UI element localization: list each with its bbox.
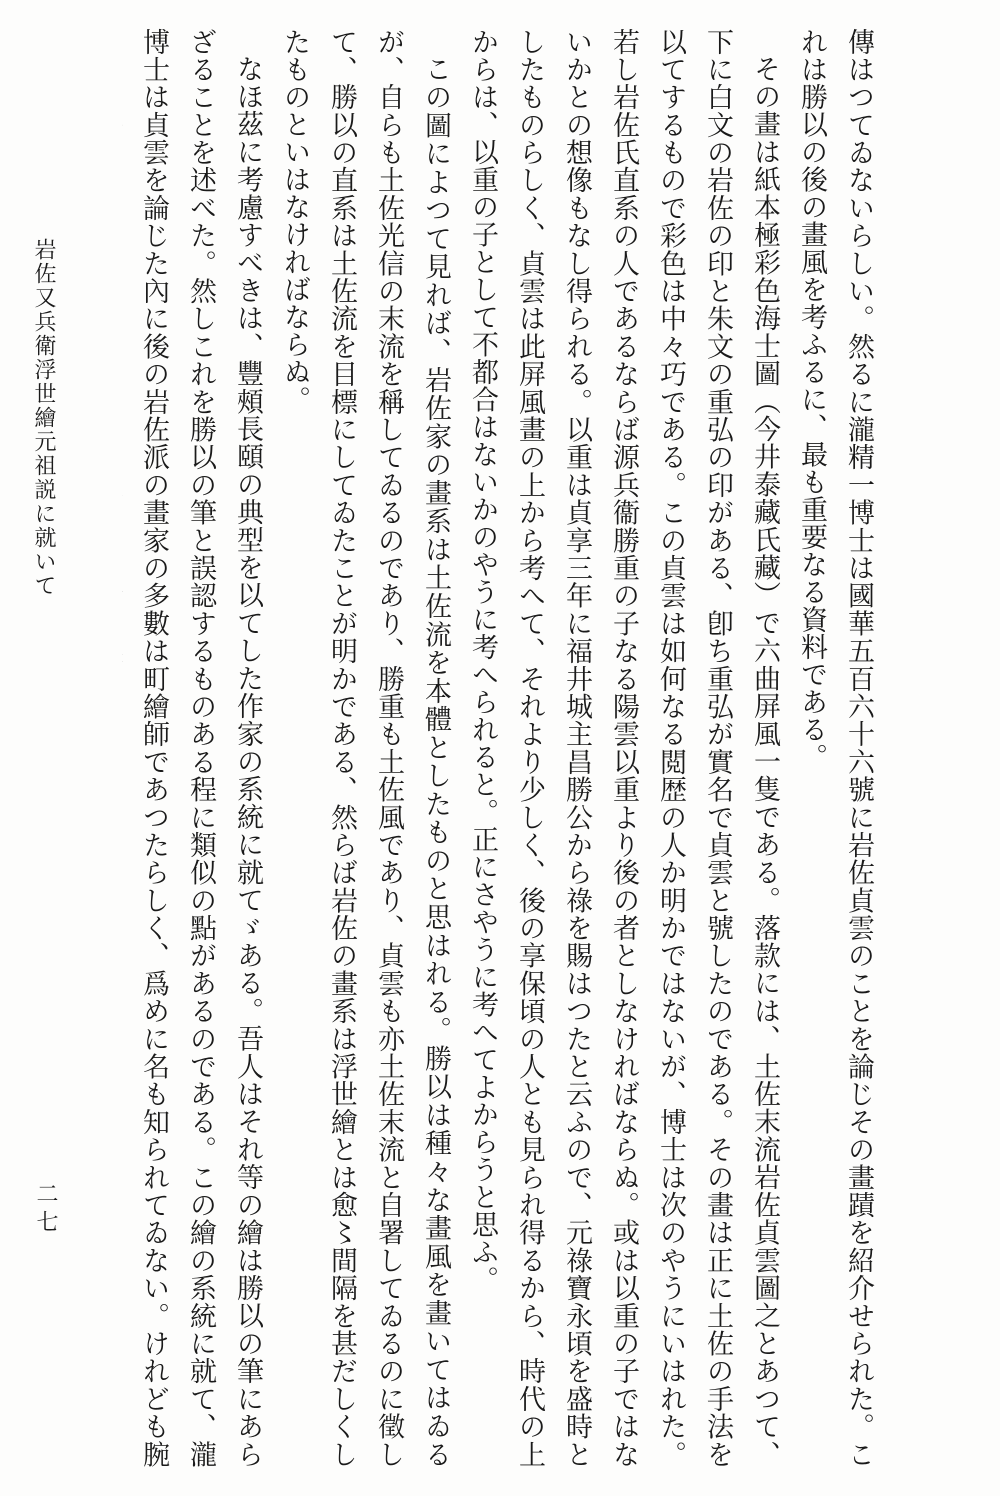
paragraph-2: その畫は紙本極彩色海士圖（今井泰藏氏藏）で六曲屏風一隻である。落款には、土佐末流岩佐貞雲圖之とあつて、下に白文の岩佐の印と朱文の重弘の印がある、卽ち重弘が實名で貞雲と號したのである。その畫は正に土佐の手法を以てするもので彩色は中々巧である。この貞雲は如何なる閲歴の人か明かではないが、博士は次のやうにいはれた。若し岩佐氏直系の人であるならば源兵衞勝重の子なる陽雲以重より後の者としなければならぬ。或は以重の子ではないかとの想像もなし得られる。以重は貞享三年に福井城主昌勝公から祿を賜はつたと云ふので、元祿寶永頃を盛時としたものらしく、貞雲は此屏風畫の上から考へて、それより少しく、後の享保頃の人とも見られ得るから、時代の上からは、以重の子として不都合はないかのやうに考へられると。正にさやうに考へてよからうと思ふ。 [467, 28, 780, 1468]
paragraph-4: なほ茲に考慮すべきは、豐頰長頤の典型を以てした作家の系統に就てゞある。吾人はそれ等の繪は勝以の筆にあらざることを述べた。然しこれを勝以の筆と誤認するものある程に類似の點があるのである。この繪の系統に就て、瀧博士は貞雲を論じた內に後の岩佐派の畫家の多數は町繪師であつたらしく、爲めに名も知られてゐない。けれども腕 [138, 28, 263, 1468]
paragraph-3: この圖によつて見れば、岩佐家の畫系は土佐流を本體としたものと思はれる。勝以は種々な畫風を畫いてはゐるが、自らも土佐光信の末流を稱してゐるのであり、勝重も土佐風であり、貞雲も亦土佐末流と自署してゐるのに徵して、勝以の直系は土佐流を目標にしてゐたことが明かである、然らば岩佐の畫系は浮世繪とは愈〻間隔を甚だしくしたものといはなければならぬ。 [279, 28, 451, 1468]
page-number: 二七 [33, 1182, 58, 1238]
main-text-column-block [122, 28, 882, 1468]
paragraph-1: 傳はつてゐないらしい。然るに瀧精一博士は國華五百六十六號に岩佐貞雲のことを論じその畫蹟を紹介せられた。これは勝以の後の畫風を考ふるに、最も重要なる資料である。 [796, 28, 874, 1468]
running-title: 岩佐又兵衛浮世繪元祖説に就いて [31, 238, 56, 598]
